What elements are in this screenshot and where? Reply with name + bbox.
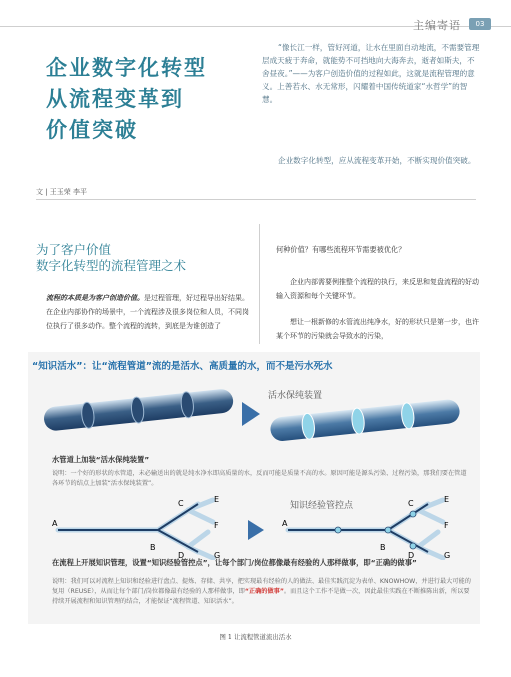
title-line: 从流程变革到: [46, 86, 184, 111]
left-column-text: [46, 291, 252, 333]
node-label: D: [178, 551, 185, 560]
title-line: 价值突破: [46, 117, 138, 142]
lead-paragraph: 企业数字化转型，应从流程变革开始，不断实现价值突破。: [278, 156, 476, 165]
right-pipe: [269, 397, 461, 443]
flow-diagram: [38, 492, 470, 560]
byline-rule: [36, 199, 476, 200]
left-column-bold: 流程的本质是为客户创造价值。: [46, 293, 144, 302]
figure-caption: 图 1 让流程管道流出活水: [219, 633, 292, 641]
page-number: 03: [469, 18, 491, 30]
section-label: 主编寄语: [413, 19, 461, 32]
column-divider: [259, 224, 260, 344]
article-title: [46, 52, 256, 145]
device-label: 活水保纯装置: [268, 391, 323, 401]
node-label: G: [444, 551, 451, 560]
node-label: F: [214, 521, 219, 530]
node-label: A: [282, 519, 288, 528]
node-label: C: [408, 499, 414, 508]
right-column-text: [276, 275, 481, 355]
figure-text-part: 。而且这个工作不是做一次，因此最佳实践在不断推陈出新，所以要持续开展流程和知识管理的结合，才能保证“流程管道、知识活水”。: [52, 588, 470, 605]
node-label: B: [150, 543, 156, 552]
figure-text-part: 说明：我们可以对流程上知识和经验进行盘点、提炼、存储、共享，把实现最有经验的人的做法、最佳实践沉淀为表单、KNOWHOW，并进行最大可能的复用（REUSE），从而让每个部门/岗位都像最有经验的人那样做事，即: [52, 578, 471, 595]
title-line: 企业数字化转型: [46, 55, 207, 80]
figure-section-heading: 在流程上开展知识管理，设置“知识经验管控点”，让每个部门/岗位都像最有经验的人那样做事，即“正确的做事”: [52, 558, 417, 567]
node-label: B: [380, 543, 386, 552]
node-label: D: [408, 551, 415, 560]
section-subtitle: [36, 242, 256, 274]
pipe-illustration: [38, 374, 470, 452]
node-label: G: [214, 551, 221, 560]
node-label: F: [444, 521, 449, 530]
figure-section-text: 说明：一个好的形状的水管道，未必输送出的就是纯水净水即高质量的水，反而可能是质量不高的水。原因可能是源头污染、过程污染，那我们要在管道各环节的结点上加装“活水保纯装置”。: [52, 470, 467, 487]
pull-quote: “像长江一样，管好河道，让水在里面自动地流，不需要管理层成天疲于奔命，就能势不可挡地向大海奔去，逝者如斯夫，不舍昼夜。”——为客户创造价值的过程如此，这就是流程管理的意义。上善若水、水无常形，闪耀着中国传统道家“水哲学”的智慧。: [262, 43, 480, 104]
left-column-body: 是过程管理，好过程导出好结果。在企业内部协作的场景中，一个流程涉及很多岗位和人员，不同岗位执行了很多动作。整个流程的流转，到底是为谁创造了: [46, 294, 249, 330]
node-label: E: [214, 495, 220, 504]
left-pipe: [43, 387, 235, 433]
arrow-icon: [242, 402, 260, 426]
right-column-question: 何种价值？有哪些流程环节需要被优化？: [276, 245, 406, 254]
arrow-icon: [248, 520, 264, 540]
figure-title: “知识活水”：让“流程管道”流的是活水、高质量的水，而不是污水死水: [32, 361, 333, 372]
node-label: A: [52, 519, 58, 528]
node-label: C: [178, 499, 184, 508]
right-column-paragraph: 想让一根新修的水管流出纯净水，好的形状只是第一步，也许某个环节的污染就会导致水的污染，: [276, 318, 479, 340]
right-column-paragraph: 企业内部需要例推整个流程的执行，来反思和复盘流程的好动输入资源和每个关键环节。: [276, 278, 479, 300]
figure-panel: [28, 352, 480, 624]
checkpoint-label: 知识经验管控点: [290, 501, 354, 511]
figure-section-text: [52, 577, 472, 607]
subtitle-line: 数字化转型的流程管理之术: [36, 258, 187, 273]
subtitle-line: 为了客户价值: [36, 242, 112, 257]
highlight-text: “正确的做事”: [244, 588, 284, 595]
node-label: E: [444, 495, 450, 504]
byline: 文 | 王玉荣 李平: [36, 188, 88, 196]
figure-section-heading: 水管道上加装“活水保纯装置”: [52, 455, 150, 464]
